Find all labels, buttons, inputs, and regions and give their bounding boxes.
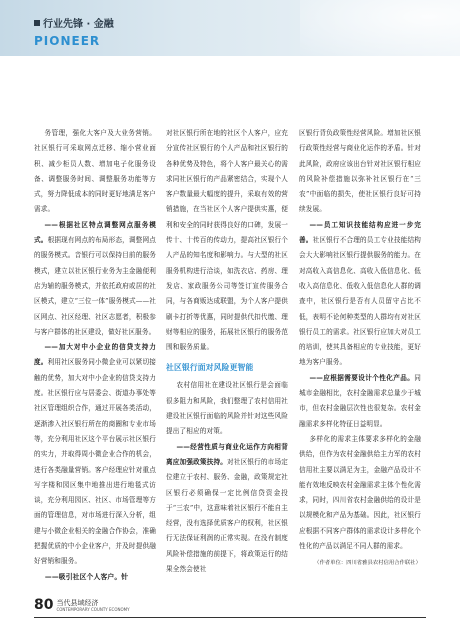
footer-rule [34, 617, 426, 618]
magazine-name [56, 599, 129, 612]
paragraph-text: 对社区银行的市场定位建立于农村、服务、金融，政策规定社区银行必须确保一定比例信贷资金投于“三农”中，这意味着社区银行不能自主经营，没有选择优质客户的权利，社区银行无法保证利润的正常实现。在没有制度风险补偿措施的前提下，将政策运行的结果全然会使社 [166, 457, 288, 574]
paragraph [299, 218, 421, 371]
section-label [34, 15, 114, 30]
paragraph: 区银行背负政策性经营风险。增加社区银行政策性经营与商业化运作的矛盾。针对此风险，政府应该出台针对社区银行相应的风险补偿措施以弥补社区银行在“三农”中面临的损失，使社区银行良好可持续发展。 [299, 129, 421, 214]
article-column-2 [166, 126, 288, 577]
paragraph-text: 利用社区服务同小微企业可以紧切接触的优势，加大对中小企业的信贷支持力度。社区银行应与居委会、街道办事处等社区管理组织合作，通过开展各类活动，逐渐渗入社区银行所在的商圈和专业市场等，充分利用社区这个平台展示社区银行的实力，并取得周小微企业合作的机会，进行各类融量营销。客户经理应针对重点写字楼和园区集中地推出进行地毯式访谈，充分利用园区、社区、市场管理等方面的管理信息，对市场进行深入分析，组建与小微企业相关的金融合作协会，准确把握优质的中小企业客户，并及时提供融好营销和服务。 [34, 358, 156, 566]
section-label-text: 行业先锋 · 金融 [43, 19, 114, 30]
paragraph-lead: ——根据社区特点调整网点服务模式。 [34, 220, 156, 245]
paragraph-lead: ——应根据需要设计个性化产品。 [309, 373, 415, 382]
article-column-3 [299, 126, 421, 568]
paragraph-text: 社区银行不合理的员工专业技能结构会大大影响社区银行提供服务的能力。在对高收入高信息化、高收入低信息化、低收入高信息化、低收入低信息化人群的调查中，社区银行是否有人员留守占比不低，表明不论何种类型的人群均有对社区银行员工的需求。社区银行应加大对员工的培训，使其具备相应的专业技能，更好地为客户服务。 [299, 236, 421, 367]
paragraph: 对社区银行所在地的社区个人客户，应充分宣传社区银行的个人产品和社区银行的各种优势及特色，将个人客户最关心的需求同社区银行的产品紧密结合，实现个人客户数量最大幅度的提升，采取有效的营销措施，在当社区个人客户提供实惠，便利和安全的同时获得良好的口碑，发展一传十、十传百的传动力，提高社区银行个人产品的知名度和影响力。与大型的社区服务机构进行洽谈，如洗衣店、药房、理发店、家政服务公司等签订宣传服务合同，与各商贩达成联盟，为个人客户提供刷卡打折等优惠，同时提供代扣代缴、理财等相应的服务，拓展社区银行的服务范围和服务质量。 [166, 129, 288, 352]
magazine-title: 当代县域经济 [56, 599, 99, 607]
header-banner-highlight [300, 0, 460, 56]
paragraph-text: 同城市金融相比，农村金融需求总量少于城市，但农村金融层次性也很复杂。农村金融需求多样化特征日益明显。 [299, 373, 421, 428]
paragraph: 多样化的需求主体要求多样化的金融供给，但作为农村金融供给主力军的农村信用社主要以满足为主，金融产品设计不能有效地反映农村金融需求主体个性化需求，同时，四川省农村金融供给的设计是以规模化和产品为基础。因此，社区银行应根据不同客户群体的需求设计多样化个性化的产品以满足不同人群的需求。 [299, 434, 421, 551]
paragraph: 农村信用社在建设社区银行是会面临很多阻力和风险，我们整理了农村信用社建设社区银行面临的风险并针对这些风险提出了相应的对策。 [166, 381, 288, 436]
section-square-icon [34, 20, 40, 26]
paragraph [299, 371, 421, 432]
paragraph-text: 根据现有网点的布局形态，调整网点的服务模式。音银行可以保持目前的服务模式，建立以社区银行业务为主金融便利店为辅的服务模式，并依托政府或居的社区模式，建立“三位一体”服务模式——社区网点、社区经理、社区志愿者，积极参与客户群体的社区建设，做好社区服务。 [34, 236, 156, 336]
section-tag: PIONEER [34, 34, 101, 48]
paragraph-lead: ——经营性质与商业化运作方向相背离应加强政策扶持。 [166, 442, 288, 466]
article-column-1 [34, 126, 156, 585]
paragraph [34, 340, 156, 569]
page-footer [34, 598, 130, 612]
magazine-subtitle: CONTEMPORARY COUNTY ECONOMY [56, 607, 130, 612]
subheading-line: ——吸引社区个人客户。针 [44, 572, 129, 581]
author-note: （作者单位：四川省雅县农村信用合作联社） [314, 560, 421, 567]
paragraph: 务管理，强化大客户及大业务营销。社区银行可采取网点迁移、缩小营业面积、减少柜员人数、增加电子化服务设备、调整服务时间、调整服务功能等方式，努力降低成本的同时更好地满足客户需求。 [34, 129, 156, 214]
page-number: 80 [34, 597, 54, 613]
paragraph [166, 440, 288, 578]
paragraph-lead: ——员工知识技能结构应进一步完善。 [299, 220, 421, 245]
paragraph-lead: ——加大对中小企业的信贷支持力度。 [34, 343, 156, 367]
paragraph [34, 218, 156, 340]
section-heading: 社区银行面对风险更智能 [166, 363, 254, 373]
